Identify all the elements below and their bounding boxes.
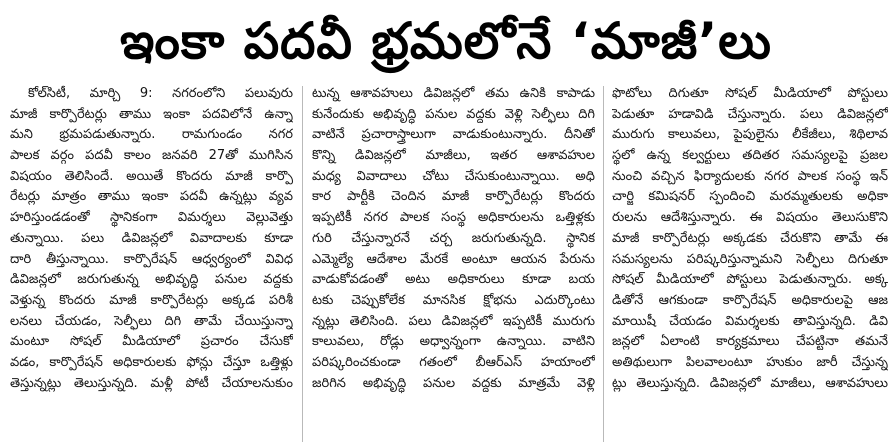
text-line: రేటర్లు మాత్రం తాము ఇంకా పదవీ ఉన్నట్లు వ్యవ <box>10 189 293 205</box>
text-line: జన్లలో ఏలాంటి కార్యక్రమాలు చేపట్టినా తమనే <box>612 334 888 350</box>
text-line: న్నట్లు తెలిసింది. పలు డివిజన్లలో ఇప్పటికీ మురుగు <box>312 313 595 329</box>
article-column-2 <box>312 84 595 444</box>
text-line: రులను ఆదేశిస్తున్నారు. ఈ విషయం తెలుసుకొని <box>612 210 888 226</box>
text-line: కోల్‌సిటీ, మార్చి 9: నగరంలోని పలువురు <box>28 86 293 101</box>
text-line: ఇప్పటికీ నగర పాలక సంస్థ అధికారులను ఒత్తిళ్లకు <box>312 210 595 226</box>
text-line: హరిస్తుండడంతో స్థానికంగా విమర్శలు వెల్లువెత్తు <box>10 210 293 226</box>
text-line: కునేందుకు అభివృద్ధి పనుల వద్దకు వెళ్లి సెల్ఫీలు దిగి <box>312 106 595 122</box>
text-line: అతిథులుగా పిలవాలంటూ హుకుం జారీ చేస్తున్న <box>612 354 888 370</box>
text-line: సోషల్ మీడియాలో పోస్టులు పెడుతున్నారు. అక్క <box>612 272 888 288</box>
text-line: మంటూ సోషల్ మీడియాలో ప్రచారం చేసుకో <box>10 334 293 350</box>
column-divider <box>302 86 303 442</box>
headline: ఇంకా పదవీ భ్రమలోనే ‘మాజీ’లు <box>120 12 772 70</box>
text-line: కార పార్టీకి చెందిన మాజీ కార్పొరేటర్లు కొందరు <box>312 189 595 205</box>
text-line: వాటినే ప్రచారాస్త్రాలుగా వాడుకుంటున్నారు. దీనితో <box>312 127 595 143</box>
text-line: లనలు చేయడం, సెల్ఫీలు దిగి తామే చేయిస్తున్నా <box>10 313 293 329</box>
text-line: పరిష్కరించకుండా గతంలో బీఆర్ఎస్ హయాంలో <box>312 354 595 370</box>
text-line: ఎమ్మెల్యే ఆదేశాల మేరకే అంటూ ఆయన పేరును <box>312 251 595 267</box>
text-line: మాయిషీ చేయడం విమర్శలకు తావిస్తున్నది. డివి <box>612 313 888 329</box>
text-line: మధ్య వివాదాలు చోటు చేసుకుంటున్నాయి. అధి <box>312 168 595 184</box>
text-line: వాడుకోవడంతో అటు అధికారులు కూడా బయ <box>312 272 595 288</box>
text-line: మని భ్రమపడుతున్నారు. రామగుండం నగర <box>10 127 293 143</box>
text-line: ట్లు తెలుస్తున్నది. డివిజన్లలో మాజీలు, ఆశావహులు <box>612 375 888 391</box>
article-column-1 <box>10 84 293 444</box>
text-line: తున్నాయి. పలు డివిజన్లలో వివాదాలకు కూడా <box>10 230 293 246</box>
text-line: పాలక వర్గం పదవీ కాలం జనవరి 27తో ముగిసిన <box>10 148 293 164</box>
text-line: డితోనే ఆగకుండా కార్పొరేషన్ అధికారులపై ఆజ <box>612 292 888 308</box>
text-line: కొన్ని డివిజన్లలో మాజీలు, ఇతర ఆశావహుల <box>312 148 595 164</box>
column-divider <box>603 86 604 442</box>
text-line: టున్న ఆశావహులు డివిజన్లలో తమ ఉనికి కాపాడు <box>312 86 595 101</box>
text-line: స్థలో ఉన్న కల్వర్టులు తదితర సమస్యలపై ప్రజల <box>612 148 888 164</box>
text-line: చార్జి కమిషనర్ స్పందించి మరమ్మతులకు అధికా <box>612 189 888 205</box>
text-line: దారి తీస్తున్నాయి. కార్పొరేషన్ ఆధ్వర్యంలో వివిధ <box>10 251 293 267</box>
text-line: వడం, కార్పొరేషన్ అధికారులకు ఫోన్లు చేస్తూ ఒత్తిళ్లు <box>10 354 293 370</box>
text-line: తెస్తున్నట్లు తెలుస్తున్నది. మళ్లీ పోటీ చేయాలనుకుం <box>10 375 293 391</box>
text-line: గురి చేస్తున్నారనే చర్చ జరుగుతున్నది. స్థానిక <box>312 230 595 246</box>
text-line: మాజీ కార్పొరేటర్లు అక్కడకు చేరుకొని తామే ఈ <box>612 230 888 246</box>
text-line: మురుగు కాలువలు, పైపులైను లీకేజీలు, శిథిలావ <box>612 127 888 143</box>
text-line: ఫొటోలు దిగుతూ సోషల్ మీడియాలో పోస్టులు <box>612 86 888 101</box>
article-column-3 <box>612 84 888 444</box>
text-line: జరిగిన అభివృద్ధి పనుల వద్దకు మాత్రమే వెళ్లి <box>312 375 595 391</box>
text-line: మాజీ కార్పొరేటర్లు తాము ఇంకా పదవిలోనే ఉన్నా <box>10 106 293 122</box>
text-line: డివిజన్లలో జరుగుతున్న అభివృద్ధి పనుల వద్దకు <box>10 272 293 288</box>
text-line: వెళ్తున్న కొందరు మాజీ కార్పొరేటర్లు అక్కడ పరిశీ <box>10 292 293 308</box>
text-line: పెడుతూ హడావిడి చేస్తున్నారు. పలు డివిజన్లలో <box>612 106 888 122</box>
text-line: కాలువలు, రోడ్లు అధ్వాన్నంగా ఉన్నాయి. వాటిని <box>312 334 595 350</box>
text-line: విషయం తెలిసిందే. అయితే కొందరు మాజీ కార్పొ <box>10 168 293 184</box>
text-line: నుంచి వచ్చిన ఫిర్యాదులకు నగర పాలక సంస్థ ఇన్ <box>612 168 888 184</box>
text-line: టకు చెప్పుకోలేక మానసిక క్షోభను ఎదుర్కొంటు <box>312 292 595 308</box>
text-line: సమస్యలను పరిష్కరిస్తున్నామని సెల్ఫీలు దిగుతూ <box>612 251 888 267</box>
